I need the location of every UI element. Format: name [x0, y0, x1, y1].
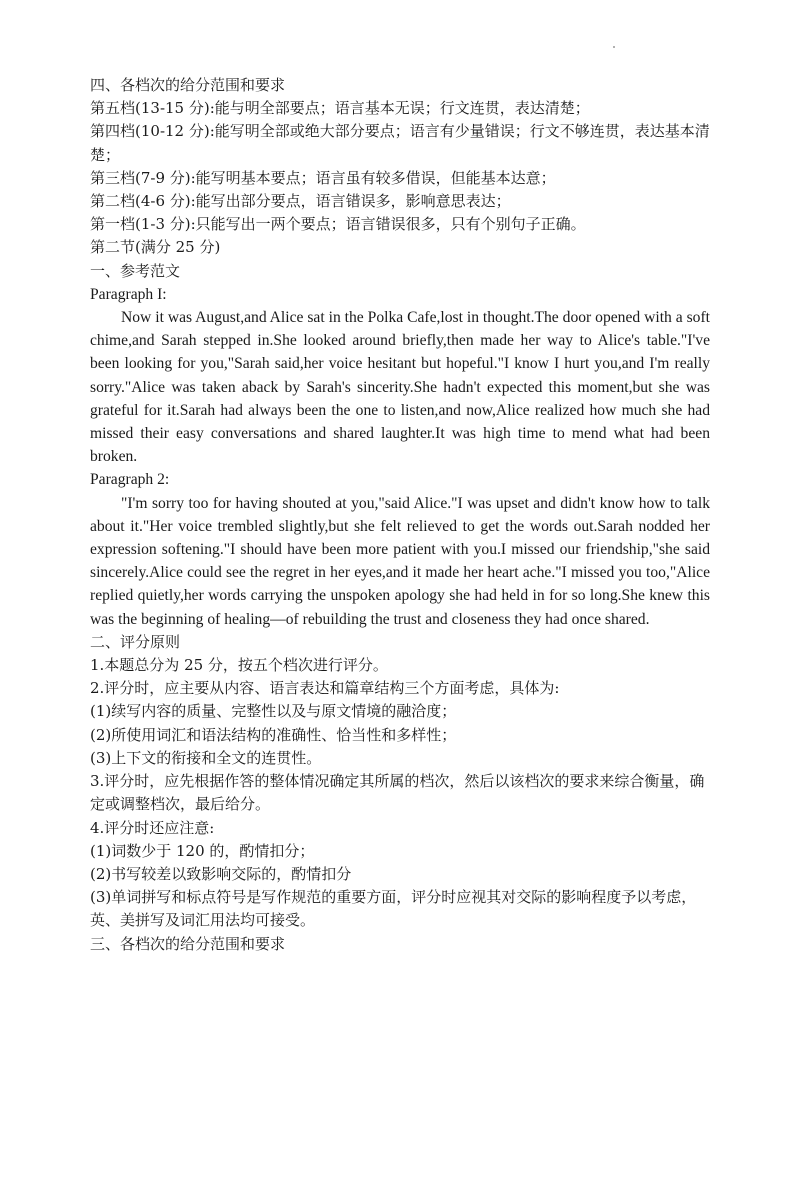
principles-heading: 二、评分原则 [90, 632, 181, 651]
principle-item: (3)单词拼写和标点符号是写作规范的重要方面，评分时应视其对交际的影响程度予以考虑，英、美拼写及词汇用法均可接受。 [90, 888, 697, 930]
level-one: 第一档(1-3 分):只能写出一两个要点；语言错误很多，只有个别句子正确。 [90, 215, 586, 234]
principle-item: 1.本题总分为 25 分，按五个档次进行评分。 [90, 656, 388, 675]
paragraph-1-label: Paragraph I: [90, 285, 167, 303]
principle-item: (3)上下文的衔接和全文的连贯性。 [90, 748, 322, 767]
principle-item: (2)书写较差以致影响交际的，酌情扣分 [90, 864, 352, 883]
level-five: 第五档(13-15 分):能与明全部要点；语言基本无误；行文连贯，表达清楚； [90, 99, 590, 118]
principle-item: (2)所使用词汇和语法结构的准确性、恰当性和多样性； [90, 725, 457, 744]
section-four-heading: 四、各档次的给分范围和要求 [90, 76, 286, 94]
paragraph-1-text: Now it was August,and Alice sat in the Polka Cafe,lost in thought.The door opened with a soft chime,and Sarah stepped in.She looked around briefly,then made her way to Alice's table."I've been looking for you,"Sarah said,her voice hesitant but hopeful."I know I hurt you,and I'm really sorry."Alice was taken aback by Sarah's sincerity.She hadn't expected this moment,but she was grateful for it.Sarah had always been the one to listen,and now,Alice realized how much she had missed their easy conversations and shared laughter.It was high time to mend what had been broken. [90, 309, 710, 466]
document-page [90, 74, 710, 956]
principle-item: 4.评分时还应注意: [90, 818, 215, 837]
level-four: 第四档(10-12 分):能写明全部或绝大部分要点；语言有少量错误；行文不够连贯，表达基本清楚； [90, 122, 710, 164]
principle-item: (1)词数少于 120 的，酌情扣分； [90, 841, 315, 860]
section-three-heading: 三、各档次的给分范围和要求 [90, 934, 286, 953]
level-three: 第三档(7-9 分):能写明基本要点；语言虽有较多借误，但能基本达意； [90, 168, 556, 187]
level-two: 第二档(4-6 分):能写出部分要点，语言错误多，影响意思表达； [90, 192, 511, 211]
principle-item: 2.评分时，应主要从内容、语言表达和篇章结构三个方面考虑，具体为: [90, 679, 560, 698]
section-two-heading: 第二节(满分 25 分) [90, 238, 221, 257]
reference-heading: 一、参考范文 [90, 261, 181, 280]
principle-item: 3.评分时，应先根据作答的整体情况确定其所属的档次，然后以该档次的要求来综合衡量，确定或调整档次，最后给分。 [90, 772, 705, 814]
paragraph-2-label: Paragraph 2: [90, 471, 170, 489]
principle-item: (1)续写内容的质量、完整性以及与原文情境的融洽度； [90, 702, 457, 721]
paragraph-2-text: "I'm sorry too for having shouted at you,"said Alice."I was upset and didn't know how to talk about it."Her voice trembled slightly,but she felt relieved to get the words out.Sarah nodded her expression softening."I should have been more patient with you.I missed our friendship,"she said sincerely.Alice could see the regret in her eyes,and it made her heart ache."I missed you too,"Alice replied quietly,her words carrying the unspoken apology she had held in for so long.She knew this was the beginning of healing—of rebuilding the trust and closeness they had once shared. [90, 494, 710, 628]
page-speck [613, 46, 615, 48]
